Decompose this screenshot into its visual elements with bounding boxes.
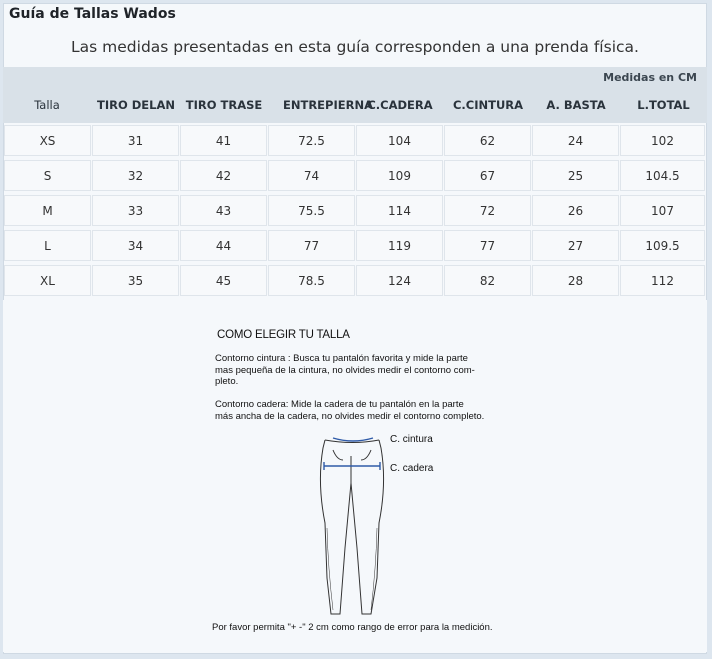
value-cell: 31 — [92, 125, 179, 156]
value-cell: 124 — [356, 265, 443, 296]
page-title: Guía de Tallas Wados — [9, 6, 176, 22]
table-row — [3, 228, 707, 263]
value-cell: 35 — [92, 265, 179, 296]
header-l-total: L.TOTAL — [637, 98, 690, 112]
header-c-cintura: C.CINTURA — [452, 98, 524, 112]
size-table-body — [3, 123, 707, 298]
pants-illustration — [313, 428, 393, 618]
value-cell: 32 — [92, 160, 179, 191]
value-cell: 72 — [444, 195, 531, 226]
value-cell: 28 — [532, 265, 619, 296]
value-cell: 44 — [180, 230, 267, 261]
value-cell: 67 — [444, 160, 531, 191]
value-cell: 72.5 — [268, 125, 355, 156]
value-cell: 109.5 — [620, 230, 705, 261]
value-cell: 77 — [268, 230, 355, 261]
table-row — [3, 193, 707, 228]
size-cell: XL — [4, 265, 91, 296]
value-cell: 24 — [532, 125, 619, 156]
header-c-cadera: C.CADERA — [367, 98, 433, 112]
waist-instructions: Contorno cintura : Busca tu pantalón favorita y mide la parte mas pequeña de la cintura, no olvides medir el contorno com- pleto. — [215, 353, 475, 387]
value-cell: 102 — [620, 125, 705, 156]
table-row — [3, 158, 707, 193]
value-cell: 119 — [356, 230, 443, 261]
measurement-guide — [3, 300, 707, 652]
value-cell: 75.5 — [268, 195, 355, 226]
label-waist: C. cintura — [390, 434, 433, 445]
value-cell: 41 — [180, 125, 267, 156]
value-cell: 45 — [180, 265, 267, 296]
value-cell: 114 — [356, 195, 443, 226]
table-header — [3, 67, 707, 123]
value-cell: 43 — [180, 195, 267, 226]
hip-instructions: Contorno cadera: Mide la cadera de tu pantalón en la parte más ancha de la cadera, no olvides medir el contorno completo. — [215, 399, 485, 422]
subtitle: Las medidas presentadas en esta guía corresponden a una prenda física. — [71, 38, 639, 56]
table-row — [3, 263, 707, 298]
header-tiro-delan: TIRO DELAN — [96, 98, 175, 112]
size-cell: S — [4, 160, 91, 191]
value-cell: 34 — [92, 230, 179, 261]
size-cell: XS — [4, 125, 91, 156]
value-cell: 26 — [532, 195, 619, 226]
units-label: Medidas en CM — [603, 71, 697, 84]
value-cell: 107 — [620, 195, 705, 226]
header-tiro-trase: TIRO TRASE — [185, 98, 263, 112]
value-cell: 27 — [532, 230, 619, 261]
header-entrepierna: ENTREPIERNA — [283, 98, 373, 112]
header-a-basta: A. BASTA — [546, 98, 606, 112]
size-cell: L — [4, 230, 91, 261]
size-cell: M — [4, 195, 91, 226]
value-cell: 78.5 — [268, 265, 355, 296]
value-cell: 33 — [92, 195, 179, 226]
value-cell: 62 — [444, 125, 531, 156]
value-cell: 109 — [356, 160, 443, 191]
value-cell: 112 — [620, 265, 705, 296]
value-cell: 82 — [444, 265, 531, 296]
value-cell: 42 — [180, 160, 267, 191]
value-cell: 104.5 — [620, 160, 705, 191]
guide-title: COMO ELEGIR TU TALLA — [217, 329, 350, 341]
value-cell: 74 — [268, 160, 355, 191]
value-cell: 104 — [356, 125, 443, 156]
error-range-note: Por favor permita "+ -" 2 cm como rango de error para la medición. — [212, 622, 493, 633]
value-cell: 77 — [444, 230, 531, 261]
value-cell: 25 — [532, 160, 619, 191]
table-row — [3, 123, 707, 158]
header-talla: Talla — [34, 98, 60, 112]
label-hip: C. cadera — [390, 463, 434, 474]
